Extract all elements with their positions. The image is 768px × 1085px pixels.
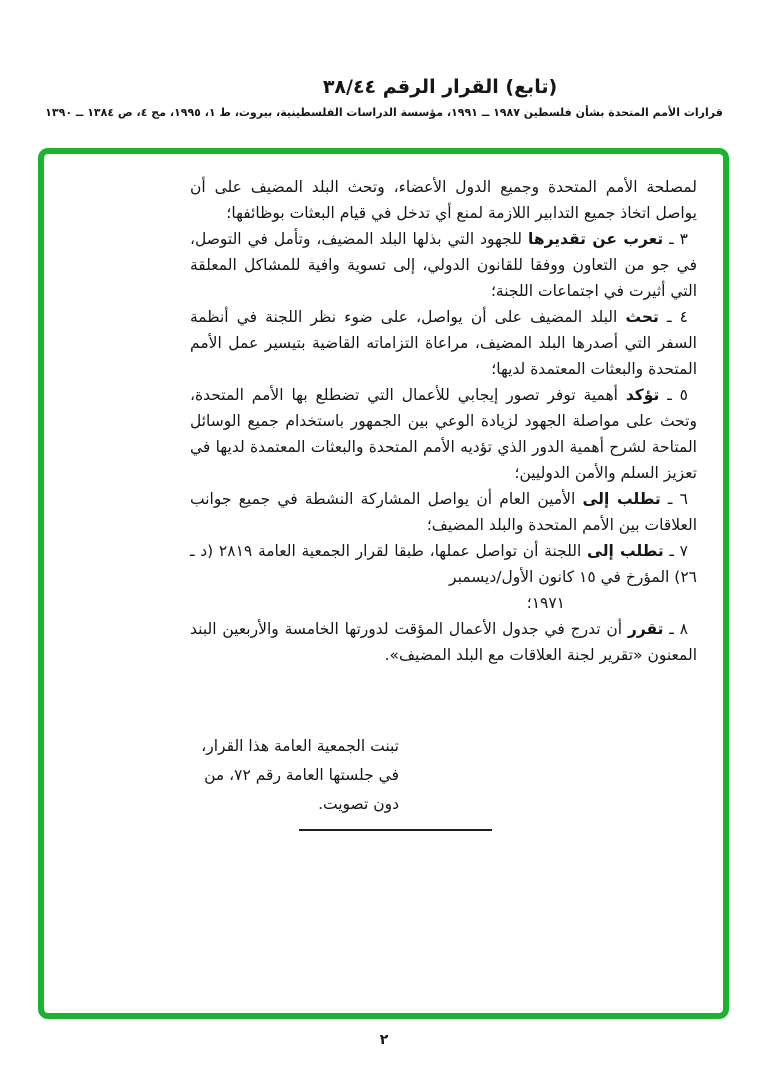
operative-verb: تؤكد <box>625 386 660 404</box>
paragraph-text: للجهود التي بذلها البلد المضيف، وتأمل في التوصل، في جو من التعاون ووفقا للقانون الدولي، إلى تسوية وافية للمشاكل المعلقة التي أثيرت في اجتماعات اللجنة؛ <box>190 230 697 300</box>
paragraph <box>190 538 697 590</box>
paragraph <box>190 174 697 226</box>
operative-verb: تطلب إلى <box>587 542 664 560</box>
operative-verb: تعرب عن تقديرها <box>528 230 664 248</box>
section-divider <box>299 829 492 831</box>
adoption-note: تبنت الجمعية العامة هذا القرار، في جلستها العامة رقم ٧٢، من دون تصويت. <box>201 737 399 813</box>
paragraph-text: أن تدرج في جدول الأعمال المؤقت لدورتها الخامسة والأربعين البند المعنون «تقرير لجنة العلاقات مع البلد المضيف». <box>190 620 697 664</box>
paragraph <box>190 382 697 486</box>
paragraph-text: أهمية توفر تصور إيجابي للأعمال التي تضطلع بها الأمم المتحدة، وتحث على مواصلة الجهود لزيادة الوعي بين الجمهور باستخدام جميع الوسائل المتاحة لشرح أهمية الدور الذي تؤديه الأمم المتحدة والبعثات المعتمدة لديها في تعزيز السلم والأمن الدوليين؛ <box>190 386 697 482</box>
operative-verb: تحث <box>625 308 659 326</box>
paragraph <box>190 304 697 382</box>
paragraph <box>190 486 697 538</box>
paragraph-text: ٨ ـ <box>663 620 688 638</box>
paragraph-text: ٥ ـ <box>659 386 688 404</box>
paragraph-text: البلد المضيف على أن يواصل، على ضوء نظر اللجنة في أنظمة السفر التي أصدرها البلد المضيف، مراعاة التزاماته القاضية بتيسير عمل الأمم المتحدة والبعثات المعتمدة لديها؛ <box>190 308 697 378</box>
paragraph-text: لمصلحة الأمم المتحدة وجميع الدول الأعضاء، وتحث البلد المضيف على أن يواصل اتخاذ جميع التدابير اللازمة لمنع أي تدخل في قيام البعثات بوظائفها؛ <box>190 178 697 222</box>
paragraph-text: الأمين العام أن يواصل المشاركة النشطة في جميع جوانب العلاقات بين الأمم المتحدة والبلد المضيف؛ <box>190 490 697 534</box>
source-citation: قرارات الأمم المتحدة بشأن فلسطين ١٩٨٧ ــ ١٩٩١، مؤسسة الدراسات الفلسطينية، بيروت، ط ١، ١٩٩٥، مج ٤، ص ١٣٨٤ ــ ١٣٩٠ <box>45 106 723 119</box>
paragraph-text: ٦ ـ <box>660 490 688 508</box>
paragraph-text: ١٩٧١؛ <box>526 594 565 612</box>
paragraph-text: ٧ ـ <box>663 542 688 560</box>
resolution-paragraphs <box>190 174 697 668</box>
paragraph <box>190 616 697 668</box>
operative-verb: تقرر <box>627 620 664 638</box>
paragraph-text: ٣ ـ <box>663 230 688 248</box>
paragraph-text: ٤ ـ <box>658 308 688 326</box>
paragraph-text: اللجنة أن تواصل عملها، طبقا لقرار الجمعية العامة ٢٨١٩ (د ـ ٢٦) المؤرخ في ١٥ كانون الأول/ديسمبر <box>190 542 697 586</box>
page-number: ٢ <box>379 1032 389 1048</box>
paragraph <box>190 226 697 304</box>
operative-verb: تطلب إلى <box>582 490 661 508</box>
paragraph <box>190 590 697 616</box>
resolution-title: (تابع) القرار الرقم ٣٨/٤٤ <box>322 76 558 98</box>
